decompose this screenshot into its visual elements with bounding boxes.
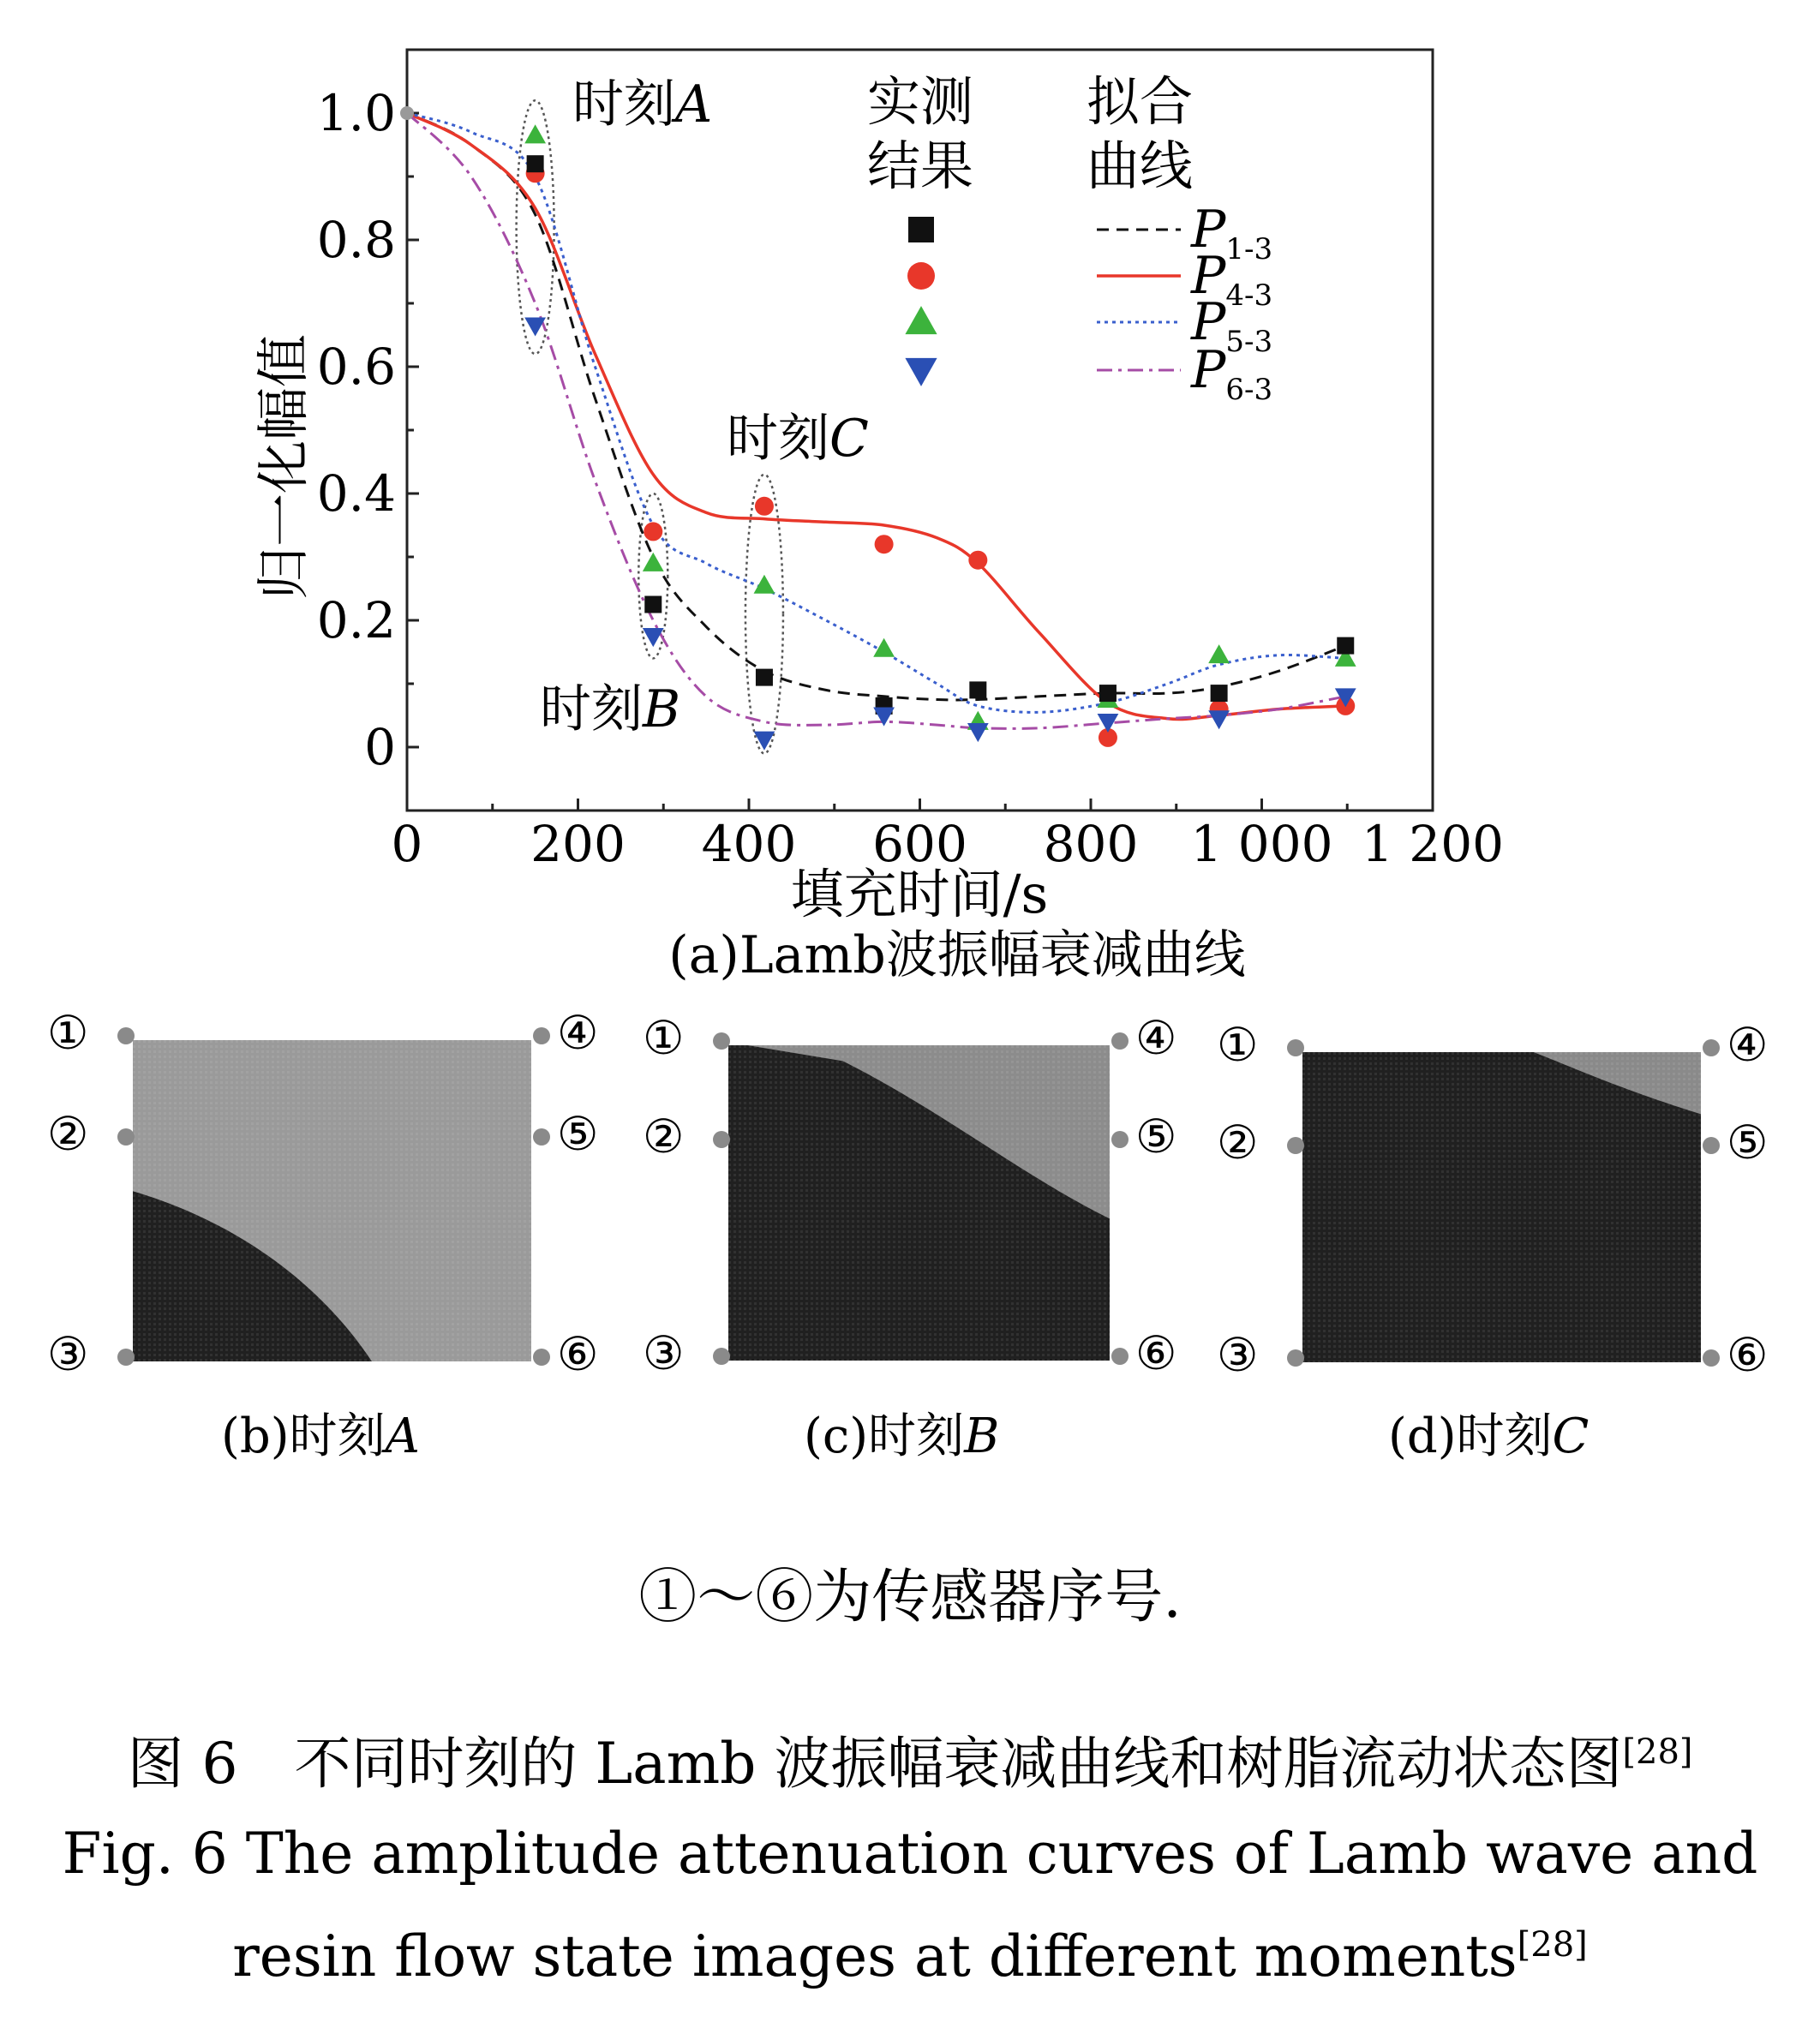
legend-measured-title-2: 结果 <box>867 135 974 197</box>
data-point-p4-3 <box>968 551 987 570</box>
flow-image-c <box>1302 1052 1701 1362</box>
sensor-label-right-1: ④ <box>557 1006 599 1060</box>
sensor-label-right-2: ⑤ <box>1727 1115 1769 1170</box>
sensor-dot-right-1 <box>1703 1039 1720 1056</box>
sensor-label-right-3: ⑥ <box>557 1327 599 1381</box>
y-tick-label: 0.2 <box>316 591 396 649</box>
sensor-label-right-2: ⑤ <box>1135 1110 1177 1164</box>
data-point-p1-3 <box>756 669 773 686</box>
data-point-p6-3 <box>967 723 989 742</box>
y-tick-label: 0.6 <box>316 338 396 396</box>
annotation-a-cn: 时刻 <box>572 75 675 135</box>
data-point-p5-3 <box>1208 644 1230 663</box>
data-point-p4-3 <box>644 522 662 541</box>
flow-image-b <box>728 1045 1110 1361</box>
y-tick-label: 0 <box>364 718 396 776</box>
x-tick-label: 1 000 <box>1190 815 1333 873</box>
sensor-dot-right-1 <box>1111 1032 1129 1050</box>
sensor-dot-left-1 <box>713 1032 730 1050</box>
subpanel-label-d: (d)时刻C <box>1388 1409 1590 1464</box>
sensor-dot-left-1 <box>1287 1039 1304 1056</box>
legend-marker-p5-3 <box>905 306 937 334</box>
sensor-label-right-3: ⑥ <box>1135 1326 1177 1380</box>
sensor-dot-right-2 <box>1111 1131 1129 1148</box>
sensor-dot-right-3 <box>1703 1349 1720 1367</box>
data-point-p6-3 <box>873 708 895 727</box>
sensor-label-left-1: ① <box>1217 1018 1259 1072</box>
y-tick-label: 0.8 <box>316 211 396 269</box>
sensor-label-right-1: ④ <box>1135 1011 1177 1065</box>
y-tick-label: 0.4 <box>316 464 396 523</box>
data-point-p4-3 <box>755 497 774 516</box>
annotation-moment-a: 时刻A <box>572 75 713 135</box>
sensor-dot-right-2 <box>533 1128 550 1146</box>
annotation-moment-b: 时刻B <box>540 679 681 739</box>
figure-caption-en-2: resin flow state images at different moments[28] <box>232 1923 1588 1989</box>
y-tick-label: 1.0 <box>316 84 396 142</box>
data-point-p1-3 <box>1099 685 1117 702</box>
sensor-label-right-3: ⑥ <box>1727 1328 1769 1382</box>
caption-en-ref: [28] <box>1517 1925 1588 1965</box>
legend-label-p4-3: $P_{4-3}$ <box>1191 246 1273 313</box>
data-point-p4-3 <box>875 535 894 553</box>
sensor-label-left-2: ② <box>643 1110 685 1164</box>
subpanel-label-c: (c)时刻B <box>804 1409 1000 1464</box>
x-axis-label: 填充时间/s <box>790 863 1049 925</box>
legend-label-p1-3: $P_{1-3}$ <box>1191 200 1273 266</box>
data-point-p1-3 <box>1211 685 1228 702</box>
x-tick-label: 800 <box>1043 815 1139 873</box>
data-point-p5-3 <box>643 553 664 571</box>
sensor-label-left-2: ② <box>1217 1115 1259 1170</box>
figure-caption-en-1: Fig. 6 The amplitude attenuation curves of Lamb wave and <box>62 1821 1758 1887</box>
amplitude-chart <box>0 0 1820 994</box>
caption-cn-text: 图 6 不同时刻的 Lamb 波振幅衰减曲线和树脂流动状态图 <box>127 1731 1623 1797</box>
sensor-label-left-2: ② <box>47 1106 89 1161</box>
sensor-label-right-1: ④ <box>1727 1018 1769 1072</box>
sensor-dot-left-3 <box>1287 1349 1304 1367</box>
sensor-label-left-3: ③ <box>643 1326 685 1380</box>
caption-cn-ref: [28] <box>1622 1732 1693 1772</box>
sensor-dot-right-2 <box>1703 1137 1720 1154</box>
legend-marker-p4-3 <box>907 262 935 290</box>
annotation-moment-c: 时刻C <box>727 409 869 469</box>
data-point-p5-3 <box>524 124 546 143</box>
moment-c-ellipse <box>745 475 783 754</box>
legend-label-p6-3: $P_{6-3}$ <box>1191 340 1273 407</box>
x-tick-label: 200 <box>530 815 626 873</box>
data-point-p1-3 <box>969 681 986 698</box>
data-point-p6-3 <box>1208 710 1230 729</box>
flow-image-a <box>133 1040 531 1361</box>
legend-measured-title-1: 实测 <box>867 70 974 133</box>
legend-label-p5-3: $P_{5-3}$ <box>1191 292 1273 359</box>
sensor-dot-right-3 <box>1111 1348 1129 1365</box>
legend-marker-p6-3 <box>905 358 937 386</box>
sensor-note: ①～⑥为传感器序号. <box>638 1564 1182 1631</box>
sensor-dot-right-1 <box>533 1027 550 1044</box>
legend-fit-title-1: 拟合 <box>1087 70 1194 133</box>
data-point-p6-3 <box>524 317 546 336</box>
data-point-p1-3 <box>527 155 544 172</box>
figure-caption-cn <box>0 1718 1820 1799</box>
sensor-label-left-1: ① <box>643 1011 685 1065</box>
origin-point <box>400 106 414 120</box>
x-tick-label: 0 <box>391 815 423 873</box>
legend-fit-title-2: 曲线 <box>1087 135 1194 197</box>
data-point-p1-3 <box>644 596 662 613</box>
sensor-dot-left-3 <box>713 1348 730 1365</box>
sensor-label-left-1: ① <box>47 1006 89 1060</box>
sensor-dot-right-3 <box>533 1349 550 1366</box>
sensor-dot-left-1 <box>117 1027 135 1044</box>
panel-a-label: (a)Lamb波振幅衰减曲线 <box>668 925 1246 985</box>
y-axis-label: 归一化幅值 <box>252 333 314 601</box>
sensor-label-right-2: ⑤ <box>557 1106 599 1161</box>
sensor-label-left-3: ③ <box>1217 1328 1259 1382</box>
sensor-dot-left-2 <box>1287 1137 1304 1154</box>
sensor-dot-left-3 <box>117 1349 135 1366</box>
data-point-p1-3 <box>1337 637 1354 655</box>
x-tick-label: 1 200 <box>1361 815 1505 873</box>
sensor-dot-left-2 <box>117 1128 135 1146</box>
subpanel-label-b: (b)时刻A <box>221 1409 420 1464</box>
sensor-dot-left-2 <box>713 1131 730 1148</box>
sensor-label-left-3: ③ <box>47 1327 89 1381</box>
legend-marker-p1-3 <box>908 217 934 242</box>
x-tick-label: 600 <box>872 815 967 873</box>
data-point-p5-3 <box>754 575 775 594</box>
x-tick-label: 400 <box>701 815 797 873</box>
